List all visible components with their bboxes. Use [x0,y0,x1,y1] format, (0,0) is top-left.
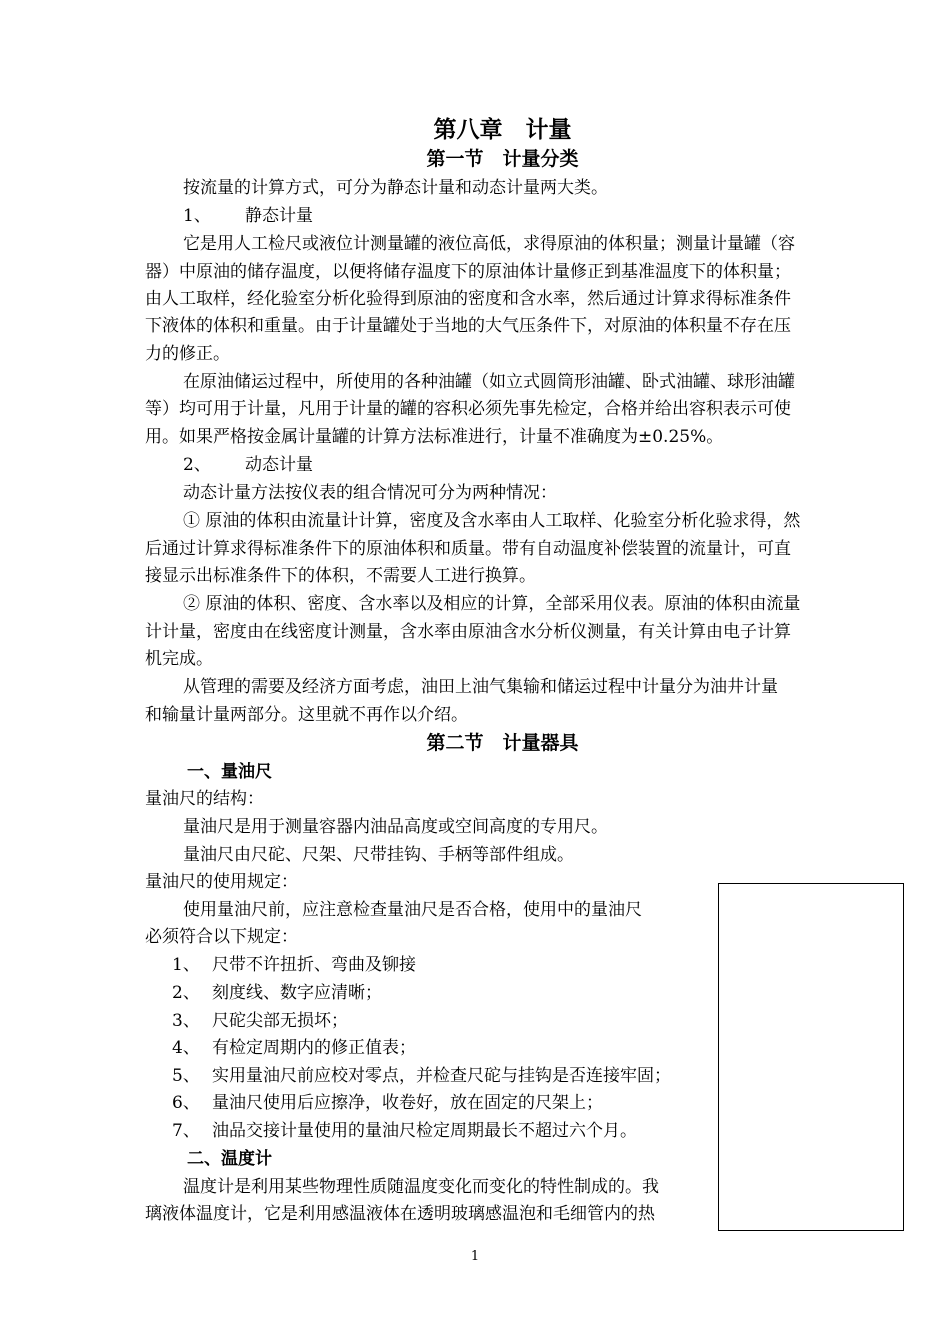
dynamic-case1-line: 接显示出标准条件下的体积，不需要人工进行换算。 [145,566,536,586]
dynamic-closing-line: 从管理的需要及经济方面考虑，油田上油气集输和储运过程中计量分为油井计量 [183,677,778,697]
image-frame [718,883,904,1231]
rule-text: 油品交接计量使用的量油尺检定周期最长不超过六个月。 [212,1121,637,1141]
chapter-title: 第八章 计量 [433,116,572,143]
dipstick-structure-label: 量油尺的结构： [145,789,264,809]
dynamic-case1-line: ① 原油的体积由流量计计算，密度及含水率由人工取样、化验室分析化验求得，然 [183,511,801,531]
static-para1-line: 由人工取样，经化验室分析化验得到原油的密度和含水率，然后通过计算求得标准条件 [145,289,791,309]
rule-number: 1、 [172,955,200,975]
rule-item [172,1089,603,1117]
dipstick-rules-intro-line: 使用量油尺前，应注意检查量油尺是否合格，使用中的量油尺 [183,900,642,920]
static-para1-line: 下液体的体积和重量。由于计量罐处于当地的大气压条件下，对原油的体积量不存在压 [145,316,791,336]
thermometer-heading: 二、温度计 [187,1149,272,1169]
static-para1-line: 它是用人工检尺或液位计测量罐的液位高低，求得原油的体积量；测量计量罐（容 [183,234,795,254]
dipstick-rules-label: 量油尺的使用规定： [145,872,298,892]
dynamic-case2-line: 机完成。 [145,649,213,669]
thermometer-line: 温度计是利用某些物理性质随温度变化而变化的特性制成的。我 [183,1177,659,1197]
rule-number: 6、 [172,1093,200,1113]
rule-number: 7、 [172,1121,200,1141]
static-para2-line: 等）均可用于计量，凡用于计量的罐的容积必须先事先检定，合格并给出容积表示可使 [145,399,791,419]
rule-number: 3、 [172,1011,200,1031]
rule-item [172,1007,348,1035]
dynamic-case1-line: 后通过计算求得标准条件下的原油体积和质量。带有自动温度补偿装置的流量计，可直 [145,539,791,559]
section-2-title: 第二节 计量器具 [426,732,579,754]
rule-text: 实用量油尺前应校对零点，并检查尺砣与挂钩是否连接牢固； [212,1066,671,1086]
static-para1-line: 器）中原油的储存温度，以便将储存温度下的原油体计量修正到基准温度下的体积量； [145,262,791,282]
dynamic-case2-line: ② 原油的体积、密度、含水率以及相应的计算，全部采用仪表。原油的体积由流量 [183,594,801,614]
static-heading [183,202,313,230]
static-heading-text: 静态计量 [245,206,313,226]
dynamic-closing-line: 和输量计量两部分。这里就不再作以介绍。 [145,705,468,725]
rule-item [172,1062,671,1090]
rule-number: 5、 [172,1066,200,1086]
dipstick-heading: 一、量油尺 [187,762,272,782]
thermometer-line: 璃液体温度计，它是利用感温液体在透明玻璃感温泡和毛细管内的热 [145,1204,655,1224]
static-para1-line: 力的修正。 [145,344,230,364]
rule-text: 尺砣尖部无损坏； [212,1011,348,1031]
section-1-intro: 按流量的计算方式，可分为静态计量和动态计量两大类。 [183,178,608,198]
dipstick-structure-line: 量油尺由尺砣、尺架、尺带挂钩、手柄等部件组成。 [183,845,574,865]
rule-number: 2、 [172,983,200,1003]
rule-text: 有检定周期内的修正值表； [212,1038,416,1058]
dynamic-intro: 动态计量方法按仪表的组合情况可分为两种情况： [183,483,557,503]
rule-text: 量油尺使用后应擦净，收卷好，放在固定的尺架上； [212,1093,603,1113]
dipstick-rules-intro-line: 必须符合以下规定： [145,927,298,947]
static-para2-line: 在原油储运过程中，所使用的各种油罐（如立式圆筒形油罐、卧式油罐、球形油罐 [183,372,795,392]
rule-item [172,951,416,979]
dynamic-heading-text: 动态计量 [245,455,313,475]
rule-item [172,979,382,1007]
dynamic-heading [183,451,313,479]
rule-text: 刻度线、数字应清晰； [212,983,382,1003]
dipstick-structure-line: 量油尺是用于测量容器内油品高度或空间高度的专用尺。 [183,817,608,837]
static-number: 1、 [183,206,211,226]
static-para2-line: 用。如果严格按金属计量罐的计算方法标准进行，计量不准确度为±0.25%。 [145,427,724,447]
rule-item [172,1034,416,1062]
rule-text: 尺带不许扭折、弯曲及铆接 [212,955,416,975]
rule-item [172,1117,637,1145]
dynamic-number: 2、 [183,455,211,475]
page-number: 1 [470,1249,480,1264]
section-1-title: 第一节 计量分类 [426,148,579,170]
rule-number: 4、 [172,1038,200,1058]
dynamic-case2-line: 计计量，密度由在线密度计测量，含水率由原油含水分析仪测量，有关计算由电子计算 [145,622,791,642]
